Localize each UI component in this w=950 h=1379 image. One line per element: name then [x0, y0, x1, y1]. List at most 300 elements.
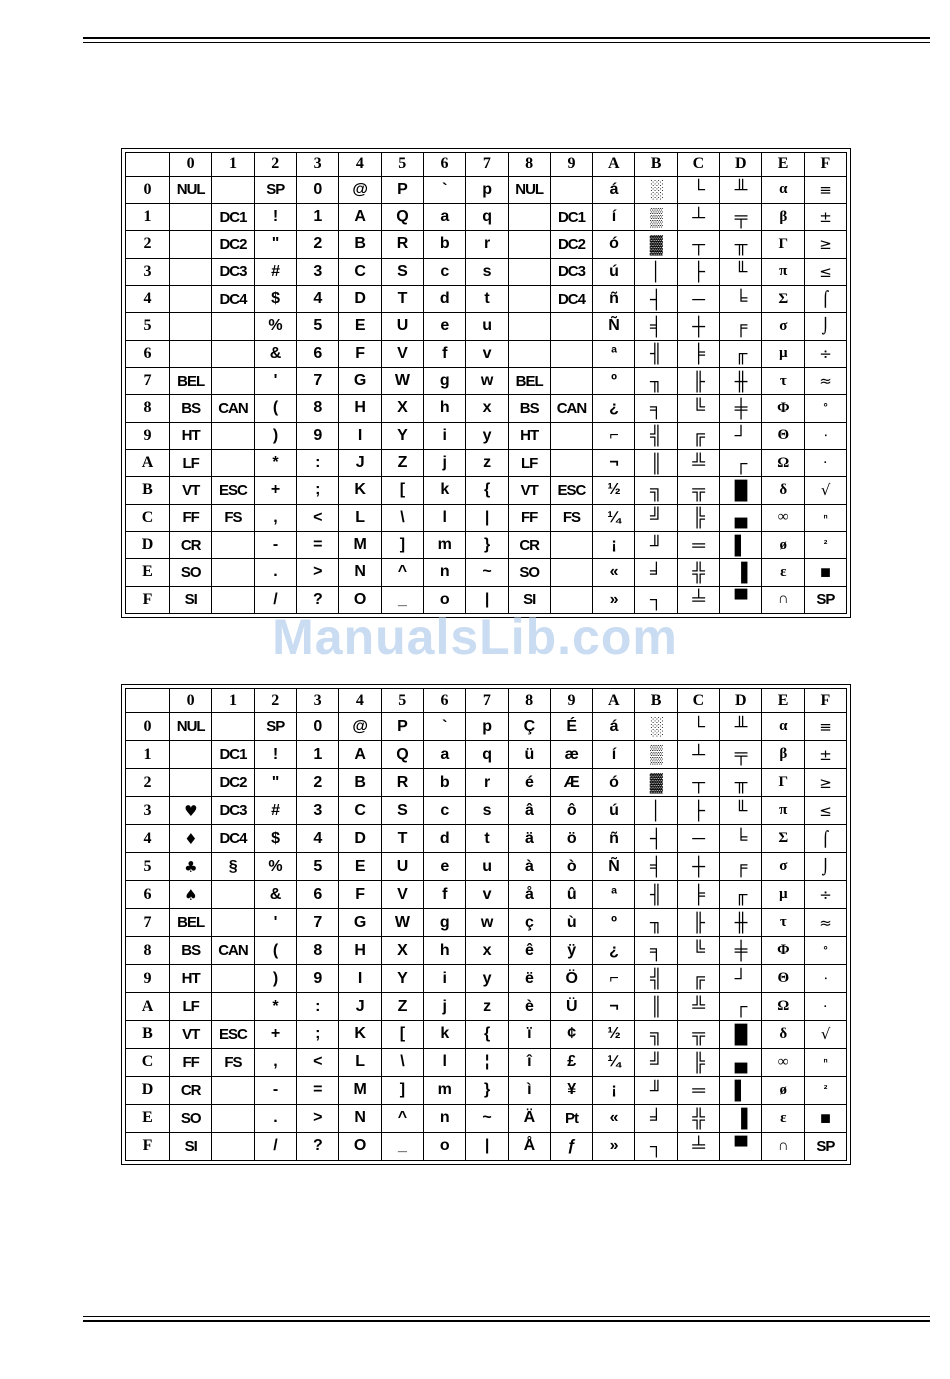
char-cell: ∞ [762, 1048, 804, 1076]
column-header: C [677, 689, 719, 713]
char-cell: - [254, 531, 296, 558]
char-cell: Ω [762, 449, 804, 476]
char-cell [212, 586, 254, 613]
row-header: 8 [126, 395, 170, 422]
char-cell: ╣ [635, 422, 677, 449]
table-row [126, 313, 847, 340]
table-row [126, 504, 847, 531]
char-cell: ╝ [635, 504, 677, 531]
char-cell: ` [423, 713, 465, 741]
char-cell: c [423, 797, 465, 825]
char-cell: ╘ [720, 825, 762, 853]
table-row [126, 231, 847, 258]
table-row [126, 993, 847, 1021]
column-header: 0 [170, 689, 212, 713]
column-header: 7 [466, 153, 508, 177]
char-cell: µ [762, 881, 804, 909]
column-header: 6 [423, 153, 465, 177]
table-row [126, 1076, 847, 1104]
char-cell: 2 [296, 769, 338, 797]
char-cell: ┐ [635, 586, 677, 613]
char-cell: f [423, 881, 465, 909]
char-cell: W [381, 367, 423, 394]
char-cell: î [508, 1048, 550, 1076]
char-cell: ½ [593, 477, 635, 504]
char-cell: CAN [212, 937, 254, 965]
char-cell: & [254, 881, 296, 909]
row-header: 9 [126, 422, 170, 449]
char-cell: Q [381, 741, 423, 769]
char-cell: < [296, 504, 338, 531]
char-cell: ¦ [466, 1048, 508, 1076]
char-cell: ╢ [635, 340, 677, 367]
char-cell: ▒ [635, 203, 677, 230]
char-cell: ╒ [720, 313, 762, 340]
char-cell: o [423, 1132, 465, 1160]
char-cell: ■ [804, 1104, 846, 1132]
char-cell: DC4 [212, 285, 254, 312]
char-cell: h [423, 395, 465, 422]
char-cell: BEL [170, 367, 212, 394]
char-cell: M [339, 531, 381, 558]
char-cell: c [423, 258, 465, 285]
char-cell: 8 [296, 395, 338, 422]
char-cell: δ [762, 477, 804, 504]
char-cell: W [381, 909, 423, 937]
char-cell: ╚ [677, 937, 719, 965]
char-cell: w [466, 909, 508, 937]
char-cell: l [423, 1048, 465, 1076]
char-cell: · [804, 993, 846, 1021]
char-cell: | [466, 586, 508, 613]
char-cell: ▓ [635, 769, 677, 797]
char-cell: SP [804, 586, 846, 613]
char-cell: ! [254, 203, 296, 230]
table-row [126, 395, 847, 422]
char-cell: ╤ [720, 203, 762, 230]
table-row [126, 449, 847, 476]
char-cell: £ [550, 1048, 592, 1076]
char-cell: ╩ [677, 449, 719, 476]
char-cell: è [508, 993, 550, 1021]
char-cell: ▀ [720, 586, 762, 613]
char-cell: ┤ [635, 285, 677, 312]
char-cell: ┼ [677, 313, 719, 340]
char-cell: ╬ [677, 1104, 719, 1132]
table-row [126, 769, 847, 797]
row-header: 0 [126, 176, 170, 203]
char-cell [212, 559, 254, 586]
char-cell: [ [381, 477, 423, 504]
char-cell: ä [508, 825, 550, 853]
char-cell: V [381, 881, 423, 909]
char-cell: ┌ [720, 449, 762, 476]
column-header: 4 [339, 153, 381, 177]
table-row [126, 477, 847, 504]
char-cell: } [466, 531, 508, 558]
header-rule-thin [83, 42, 930, 43]
char-cell: _ [381, 586, 423, 613]
char-cell: = [296, 531, 338, 558]
char-cell: ƒ [550, 1132, 592, 1160]
char-cell: ├ [677, 797, 719, 825]
char-cell: SO [170, 1104, 212, 1132]
char-cell: ╖ [635, 367, 677, 394]
char-cell: ' [254, 367, 296, 394]
row-header: E [126, 559, 170, 586]
char-cell: ñ [593, 825, 635, 853]
char-cell [212, 1104, 254, 1132]
row-header: 9 [126, 965, 170, 993]
char-cell: LF [170, 993, 212, 1021]
char-cell: \ [381, 504, 423, 531]
char-cell: º [593, 367, 635, 394]
header-rule [83, 37, 930, 39]
char-cell: DC1 [212, 203, 254, 230]
column-header: 5 [381, 689, 423, 713]
char-cell: R [381, 769, 423, 797]
table-row [126, 741, 847, 769]
char-cell: ╦ [677, 1021, 719, 1049]
char-cell: ╔ [677, 422, 719, 449]
column-header: A [593, 153, 635, 177]
charset-grid [125, 152, 847, 614]
char-cell: â [508, 797, 550, 825]
char-cell: ≡ [804, 713, 846, 741]
char-cell: Z [381, 993, 423, 1021]
row-header: 5 [126, 853, 170, 881]
char-cell: E [339, 313, 381, 340]
char-cell: y [466, 422, 508, 449]
column-header: D [720, 153, 762, 177]
char-cell: DC1 [550, 203, 592, 230]
char-cell: g [423, 909, 465, 937]
char-cell: ' [254, 909, 296, 937]
char-cell: ║ [635, 993, 677, 1021]
character-set-table-2 [121, 684, 851, 1165]
row-header: 2 [126, 231, 170, 258]
char-cell: Pt [550, 1104, 592, 1132]
char-cell: ESC [212, 1021, 254, 1049]
char-cell: í [593, 203, 635, 230]
char-cell: ) [254, 422, 296, 449]
row-header: D [126, 531, 170, 558]
char-cell: ¥ [550, 1076, 592, 1104]
char-cell: ╞ [677, 340, 719, 367]
char-cell: ╣ [635, 965, 677, 993]
char-cell: ( [254, 395, 296, 422]
char-cell: ╓ [720, 881, 762, 909]
char-cell: FF [508, 504, 550, 531]
column-header: C [677, 153, 719, 177]
char-cell [550, 176, 592, 203]
char-cell: Ç [508, 713, 550, 741]
char-cell: ║ [635, 449, 677, 476]
char-cell: ╫ [720, 367, 762, 394]
char-cell: V [381, 340, 423, 367]
char-cell: √ [804, 1021, 846, 1049]
char-cell: $ [254, 825, 296, 853]
char-cell: ⌡ [804, 313, 846, 340]
char-cell: ╒ [720, 853, 762, 881]
char-cell: ├ [677, 258, 719, 285]
row-header: B [126, 477, 170, 504]
char-cell: M [339, 1076, 381, 1104]
column-header: 9 [550, 153, 592, 177]
char-cell: LF [170, 449, 212, 476]
footer-rule [83, 1320, 930, 1322]
corner-cell [126, 153, 170, 177]
char-cell: » [593, 586, 635, 613]
char-cell: ! [254, 741, 296, 769]
char-cell: ░ [635, 176, 677, 203]
char-cell: ▐ [720, 559, 762, 586]
char-cell: ∞ [762, 504, 804, 531]
char-cell: σ [762, 313, 804, 340]
char-cell: CR [170, 1076, 212, 1104]
char-cell: : [296, 449, 338, 476]
char-cell: ♠ [170, 881, 212, 909]
char-cell: ╘ [720, 285, 762, 312]
char-cell: Φ [762, 395, 804, 422]
column-header: 3 [296, 153, 338, 177]
char-cell: Ñ [593, 853, 635, 881]
char-cell: 6 [296, 881, 338, 909]
char-cell: │ [635, 258, 677, 285]
char-cell: > [296, 1104, 338, 1132]
char-cell: ╩ [677, 993, 719, 1021]
column-header: 5 [381, 153, 423, 177]
char-cell: ½ [593, 1021, 635, 1049]
char-cell: Ä [508, 1104, 550, 1132]
char-cell: ♦ [170, 825, 212, 853]
char-cell: ▄ [720, 1048, 762, 1076]
char-cell: DC4 [212, 825, 254, 853]
char-cell [550, 313, 592, 340]
char-cell: ═ [677, 1076, 719, 1104]
row-header: 5 [126, 313, 170, 340]
char-cell: ┴ [677, 741, 719, 769]
char-cell [508, 285, 550, 312]
char-cell: Å [508, 1132, 550, 1160]
char-cell: ╧ [677, 586, 719, 613]
char-cell: ∩ [762, 1132, 804, 1160]
column-header: 3 [296, 689, 338, 713]
char-cell: ╦ [677, 477, 719, 504]
char-cell [550, 340, 592, 367]
char-cell: . [254, 1104, 296, 1132]
char-cell: g [423, 367, 465, 394]
char-cell: » [593, 1132, 635, 1160]
char-cell [550, 367, 592, 394]
char-cell: Y [381, 965, 423, 993]
char-cell: FF [170, 1048, 212, 1076]
char-cell: ╙ [720, 797, 762, 825]
column-header: B [635, 689, 677, 713]
char-cell: µ [762, 340, 804, 367]
table-row [126, 965, 847, 993]
char-cell [212, 531, 254, 558]
char-cell: s [466, 797, 508, 825]
char-cell: ó [593, 769, 635, 797]
column-header: E [762, 153, 804, 177]
char-cell: ² [804, 531, 846, 558]
row-header: 7 [126, 909, 170, 937]
row-header: 1 [126, 203, 170, 230]
char-cell: FS [550, 504, 592, 531]
char-cell: k [423, 477, 465, 504]
table-row [126, 853, 847, 881]
column-header-row [126, 689, 847, 713]
char-cell: í [593, 741, 635, 769]
table-row [126, 1021, 847, 1049]
row-header: 6 [126, 881, 170, 909]
char-cell: ⌠ [804, 285, 846, 312]
char-cell: ú [593, 797, 635, 825]
char-cell: ■ [804, 559, 846, 586]
char-cell: m [423, 531, 465, 558]
char-cell: ( [254, 937, 296, 965]
row-header: 3 [126, 797, 170, 825]
column-header: 9 [550, 689, 592, 713]
row-header: 2 [126, 769, 170, 797]
char-cell: SI [170, 586, 212, 613]
char-cell: VT [170, 477, 212, 504]
character-set-table-1 [121, 148, 851, 618]
char-cell: ╠ [677, 504, 719, 531]
column-header: 0 [170, 153, 212, 177]
char-cell: ^ [381, 1104, 423, 1132]
char-cell: ESC [550, 477, 592, 504]
char-cell: Θ [762, 965, 804, 993]
char-cell: ≡ [804, 176, 846, 203]
char-cell: ╔ [677, 965, 719, 993]
char-cell: ┌ [720, 993, 762, 1021]
char-cell: ¡ [593, 531, 635, 558]
char-cell: 1 [296, 741, 338, 769]
char-cell: ∙ [804, 965, 846, 993]
table-row [126, 881, 847, 909]
char-cell: [ [381, 1021, 423, 1049]
column-header: 2 [254, 689, 296, 713]
column-header: 7 [466, 689, 508, 713]
char-cell: J [339, 993, 381, 1021]
char-cell: O [339, 1132, 381, 1160]
char-cell: HT [170, 422, 212, 449]
char-cell: ô [550, 797, 592, 825]
char-cell: C [339, 797, 381, 825]
char-cell: C [339, 258, 381, 285]
char-cell: VT [170, 1021, 212, 1049]
char-cell: DC1 [212, 741, 254, 769]
char-cell: t [466, 285, 508, 312]
row-header: 4 [126, 825, 170, 853]
char-cell: B [339, 231, 381, 258]
char-cell: ª [593, 340, 635, 367]
char-cell: e [423, 313, 465, 340]
char-cell: § [212, 853, 254, 881]
char-cell [212, 340, 254, 367]
char-cell [170, 769, 212, 797]
char-cell: CR [508, 531, 550, 558]
char-cell: └ [677, 176, 719, 203]
char-cell: G [339, 367, 381, 394]
char-cell: HT [508, 422, 550, 449]
char-cell: d [423, 825, 465, 853]
column-header: 4 [339, 689, 381, 713]
char-cell: 8 [296, 937, 338, 965]
char-cell: ╤ [720, 741, 762, 769]
table-row [126, 559, 847, 586]
char-cell: BS [170, 395, 212, 422]
char-cell: ÷ [804, 881, 846, 909]
char-cell: A [339, 741, 381, 769]
char-cell: ╪ [720, 395, 762, 422]
char-cell: D [339, 285, 381, 312]
char-cell: ; [296, 1021, 338, 1049]
char-cell: U [381, 853, 423, 881]
char-cell: ≥ [804, 231, 846, 258]
char-cell [212, 993, 254, 1021]
char-cell: ç [508, 909, 550, 937]
char-cell: │ [635, 797, 677, 825]
table-row [126, 203, 847, 230]
char-cell: a [423, 741, 465, 769]
char-cell: DC4 [550, 285, 592, 312]
char-cell: 3 [296, 258, 338, 285]
row-header: 0 [126, 713, 170, 741]
char-cell: ï [508, 1021, 550, 1049]
char-cell: P [381, 713, 423, 741]
char-cell: ┬ [677, 231, 719, 258]
char-cell [170, 203, 212, 230]
char-cell: Γ [762, 769, 804, 797]
corner-cell [126, 689, 170, 713]
char-cell: L [339, 1048, 381, 1076]
char-cell: < [296, 1048, 338, 1076]
char-cell: S [381, 258, 423, 285]
table-row [126, 713, 847, 741]
char-cell: τ [762, 367, 804, 394]
char-cell: T [381, 825, 423, 853]
table-row [126, 367, 847, 394]
char-cell: " [254, 769, 296, 797]
char-cell: ú [593, 258, 635, 285]
char-cell: ) [254, 965, 296, 993]
char-cell: ö [550, 825, 592, 853]
char-cell: ╧ [677, 1132, 719, 1160]
char-cell [508, 203, 550, 230]
char-cell: p [466, 713, 508, 741]
char-cell: ╢ [635, 881, 677, 909]
column-header: 2 [254, 153, 296, 177]
char-cell: Σ [762, 825, 804, 853]
char-cell: G [339, 909, 381, 937]
char-cell: 4 [296, 825, 338, 853]
char-cell [212, 1076, 254, 1104]
char-cell: ╟ [677, 909, 719, 937]
char-cell: ≥ [804, 769, 846, 797]
char-cell: 0 [296, 713, 338, 741]
char-cell: ≈ [804, 909, 846, 937]
char-cell: å [508, 881, 550, 909]
char-cell [170, 313, 212, 340]
char-cell: ± [804, 741, 846, 769]
char-cell: N [339, 1104, 381, 1132]
char-cell: ESC [212, 477, 254, 504]
char-cell: ° [804, 937, 846, 965]
char-cell [212, 909, 254, 937]
